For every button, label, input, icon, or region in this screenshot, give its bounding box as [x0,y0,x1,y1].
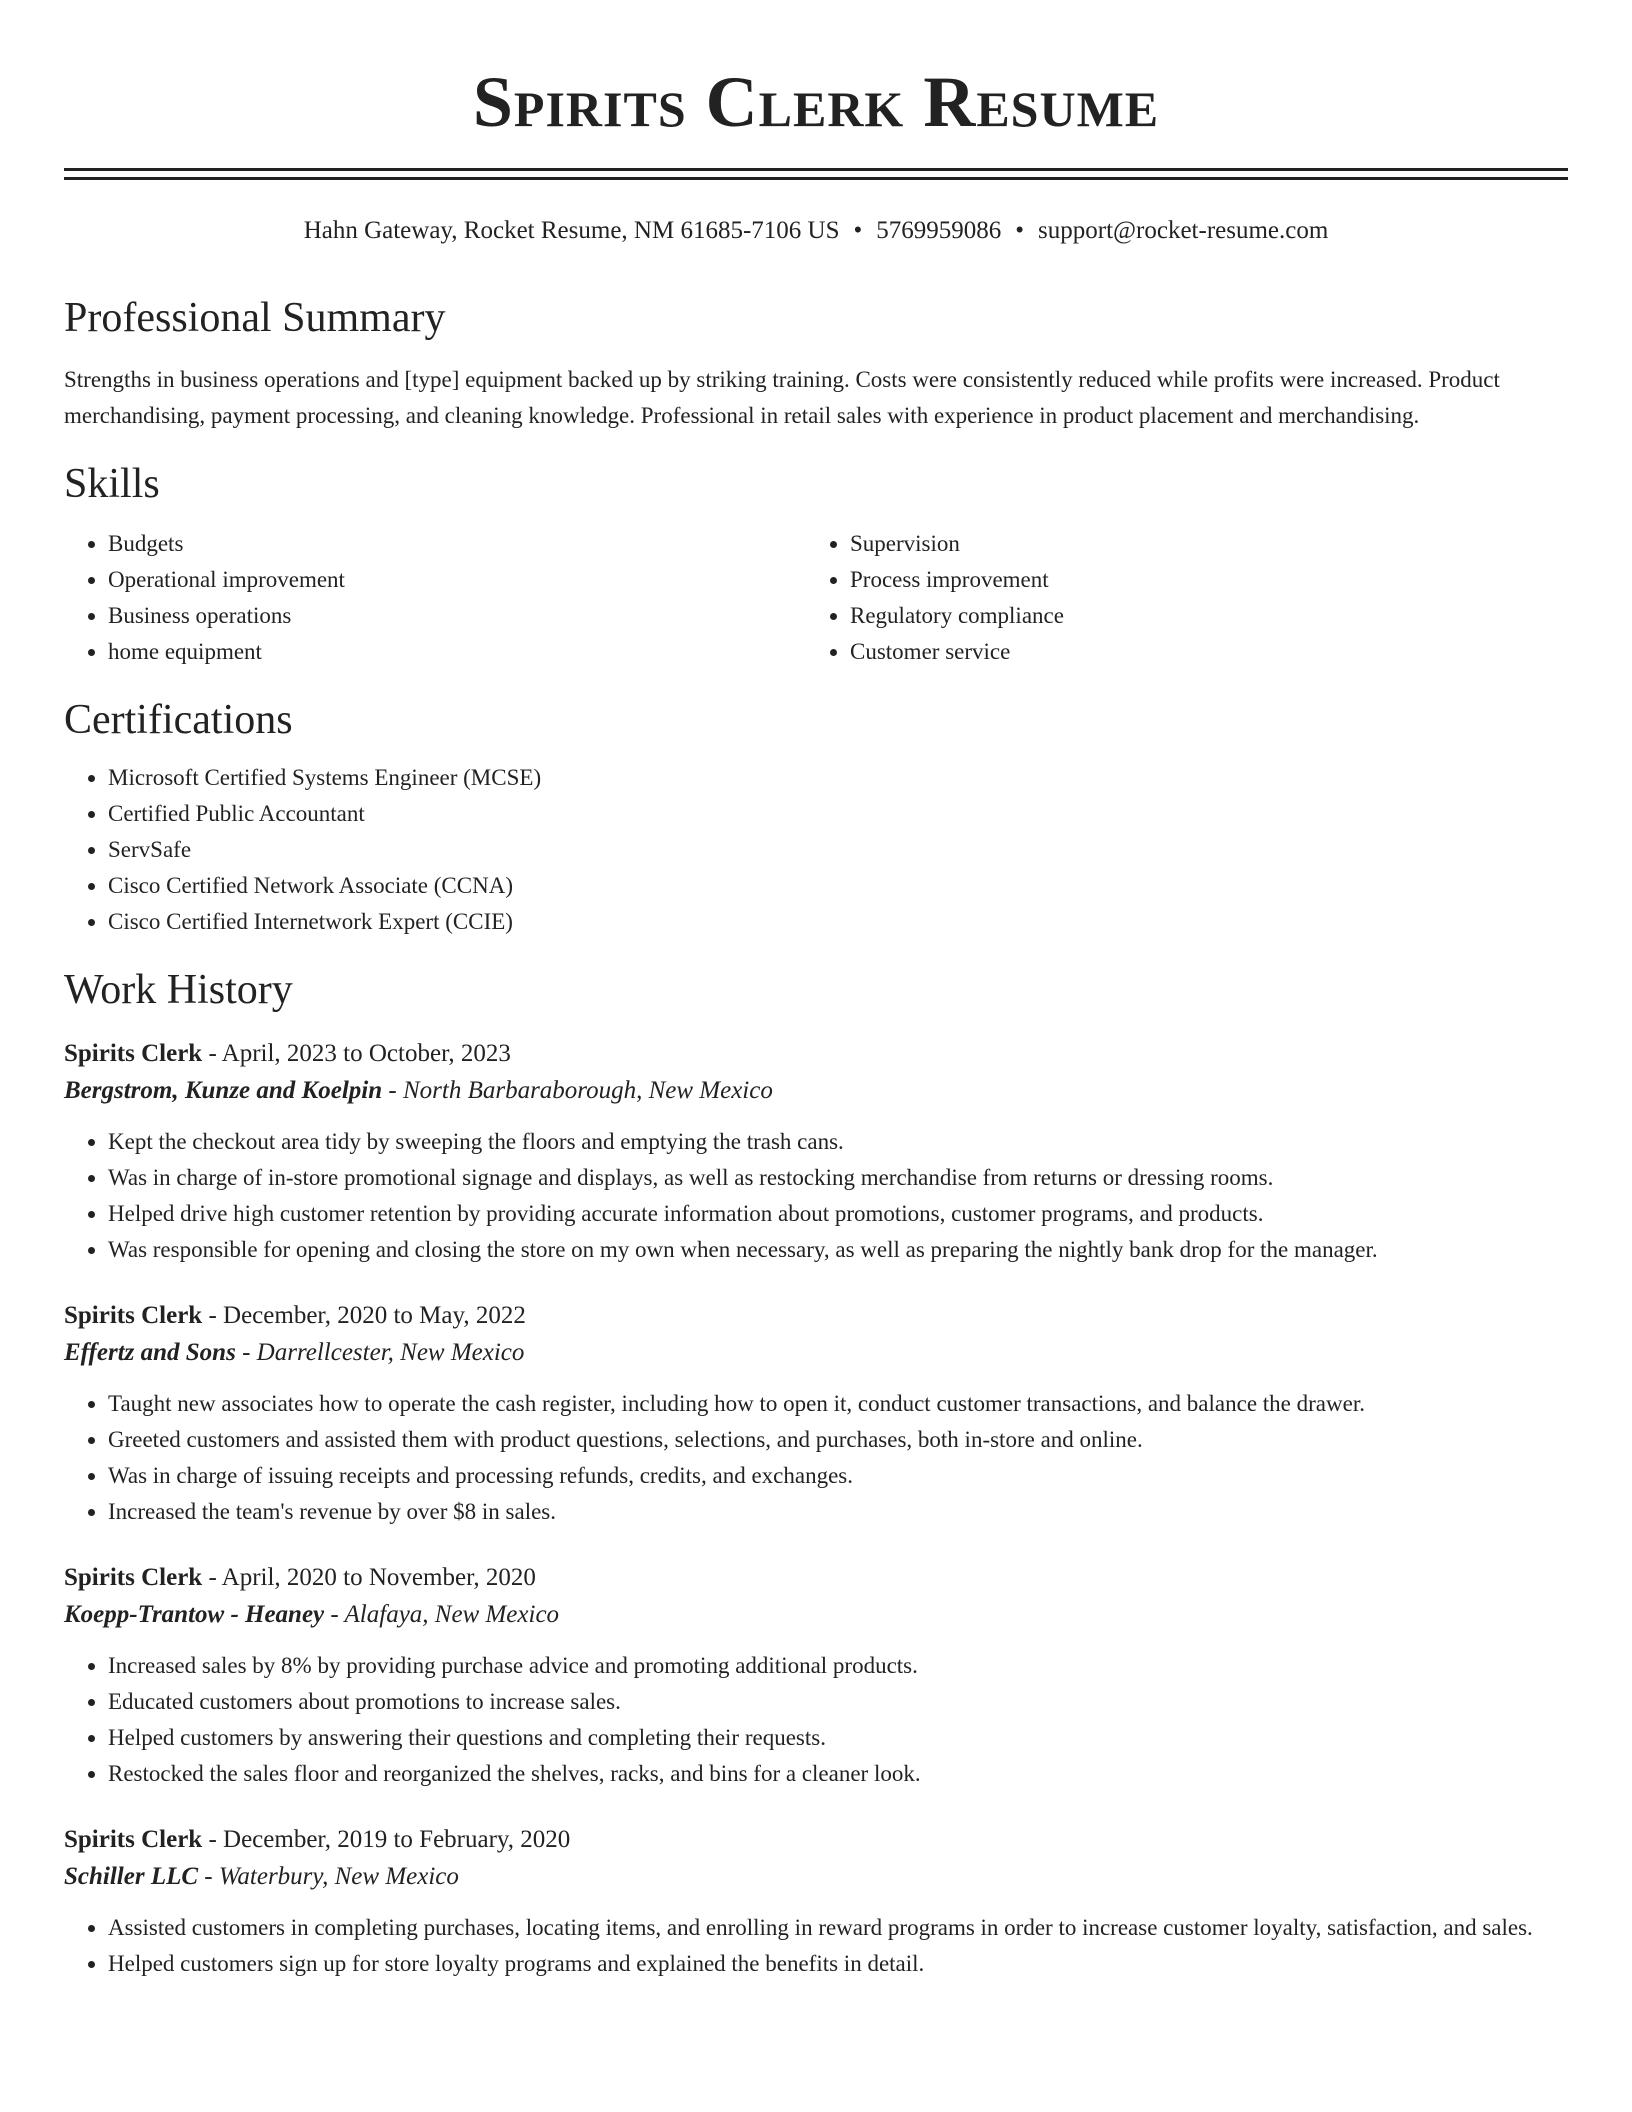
page-title: Spirits Clerk Resume [472,62,1160,142]
job-duty: • Was responsible for opening and closing the store on my own when necessary, as well as preparing the nightly bank drop for the manager. [108,1232,1568,1268]
job-company: Effertz and Sons [64,1339,236,1366]
work-history-heading: Work History [64,967,293,1013]
job-duty: • Taught new associates how to operate the cash register, including how to open it, conduct customer transactions, and balance the drawer. [108,1386,1568,1422]
job-duty: • Was in charge of issuing receipts and processing refunds, credits, and exchanges. [108,1458,1568,1494]
contact-line [64,216,1568,246]
job-entry [64,1560,1568,1792]
job-duty: • Increased sales by 8% by providing purchase advice and promoting additional products. [108,1648,1568,1684]
job-duties-list [64,1648,1568,1792]
certification-item: • ServSafe [108,832,1568,868]
job-header: Spirits Clerk - April, 2020 to November, 2020 [64,1564,536,1591]
job-entry [64,1036,1568,1268]
skill-item: • Operational improvement [108,562,806,598]
certification-item: • Cisco Certified Internetwork Expert (CCIE) [108,904,1568,940]
job-entry [64,1298,1568,1530]
job-header: Spirits Clerk - December, 2020 to May, 2022 [64,1302,526,1329]
skills-grid [64,526,1568,670]
job-role: Spirits Clerk [64,1302,203,1329]
job-duty: • Educated customers about promotions to increase sales. [108,1684,1568,1720]
job-location: Alafaya, New Mexico [344,1601,560,1628]
job-employer: Schiller LLC - Waterbury, New Mexico [64,1863,459,1890]
job-location: North Barbaraborough, New Mexico [402,1077,773,1104]
certification-item: • Certified Public Accountant [108,796,1568,832]
job-role: Spirits Clerk [64,1564,203,1591]
job-company: Bergstrom, Kunze and Koelpin [64,1077,383,1104]
skill-item: • Business operations [108,598,806,634]
skill-item: • home equipment [108,634,806,670]
certification-item: • Cisco Certified Network Associate (CCNA) [108,868,1568,904]
job-entry [64,1822,1568,1982]
title-divider-bottom [64,177,1568,180]
certifications-heading: Certifications [64,697,293,743]
job-duty: • Greeted customers and assisted them with product questions, selections, and purchases, both in-store and online. [108,1422,1568,1458]
job-duty: • Restocked the sales floor and reorganized the shelves, racks, and bins for a cleaner look. [108,1756,1568,1792]
contact-phone: 5769959086 [876,217,1002,244]
job-location: Waterbury, New Mexico [218,1863,459,1890]
title-divider-top [64,168,1568,171]
job-employer: Bergstrom, Kunze and Koelpin - North Barbaraborough, New Mexico [64,1077,773,1104]
skill-item: • Customer service [850,634,1548,670]
skill-item: • Regulatory compliance [850,598,1548,634]
job-dates: December, 2020 to May, 2022 [223,1302,526,1329]
certification-item: • Microsoft Certified Systems Engineer (MCSE) [108,760,1568,796]
job-dates: December, 2019 to February, 2020 [223,1826,571,1853]
separator-bullet: • [853,217,863,244]
contact-email: support@rocket-resume.com [1038,217,1329,244]
job-company: Schiller LLC [64,1863,199,1890]
separator-bullet: • [1015,217,1025,244]
summary-heading: Professional Summary [64,295,446,341]
job-duty: • Kept the checkout area tidy by sweeping the floors and emptying the trash cans. [108,1124,1568,1160]
job-duty: • Increased the team's revenue by over $8 in sales. [108,1494,1568,1530]
job-duty: • Helped customers sign up for store loyalty programs and explained the benefits in detail. [108,1946,1568,1982]
job-duty: • Assisted customers in completing purchases, locating items, and enrolling in reward programs in order to increase customer loyalty, satisfaction, and sales. [108,1910,1568,1946]
job-duties-list [64,1910,1568,1982]
skills-column-right [806,526,1548,670]
job-company: Koepp-Trantow - Heaney [64,1601,325,1628]
certifications-list [64,760,1568,940]
job-duty: • Was in charge of in-store promotional signage and displays, as well as restocking merchandise from returns or dressing rooms. [108,1160,1568,1196]
job-header: Spirits Clerk - December, 2019 to February, 2020 [64,1826,571,1853]
job-duties-list [64,1386,1568,1530]
contact-address: Hahn Gateway, Rocket Resume, NM 61685-7106 US [303,217,840,244]
skill-item: • Supervision [850,526,1548,562]
job-header: Spirits Clerk - April, 2023 to October, 2023 [64,1040,511,1067]
job-dates: April, 2020 to November, 2020 [221,1564,536,1591]
job-employer: Effertz and Sons - Darrellcester, New Mexico [64,1339,525,1366]
job-role: Spirits Clerk [64,1040,203,1067]
skill-item: • Budgets [108,526,806,562]
skill-item: • Process improvement [850,562,1548,598]
job-duty: • Helped customers by answering their questions and completing their requests. [108,1720,1568,1756]
skills-column-left [64,526,806,670]
job-location: Darrellcester, New Mexico [256,1339,525,1366]
job-employer: Koepp-Trantow - Heaney - Alafaya, New Mexico [64,1601,560,1628]
summary-text: Strengths in business operations and [type] equipment backed up by striking training. Costs were consistently reduced while profits were increased. Product merchandising, payment processing, and cleaning knowledge. Professional in retail sales with experience in product placement and merchandising. [64,367,1500,428]
job-duties-list [64,1124,1568,1268]
job-duty: • Helped drive high customer retention by providing accurate information about promotions, customer programs, and products. [108,1196,1568,1232]
job-role: Spirits Clerk [64,1826,203,1853]
skills-heading: Skills [64,461,160,507]
job-dates: April, 2023 to October, 2023 [221,1040,511,1067]
resume-page [64,0,1568,1982]
